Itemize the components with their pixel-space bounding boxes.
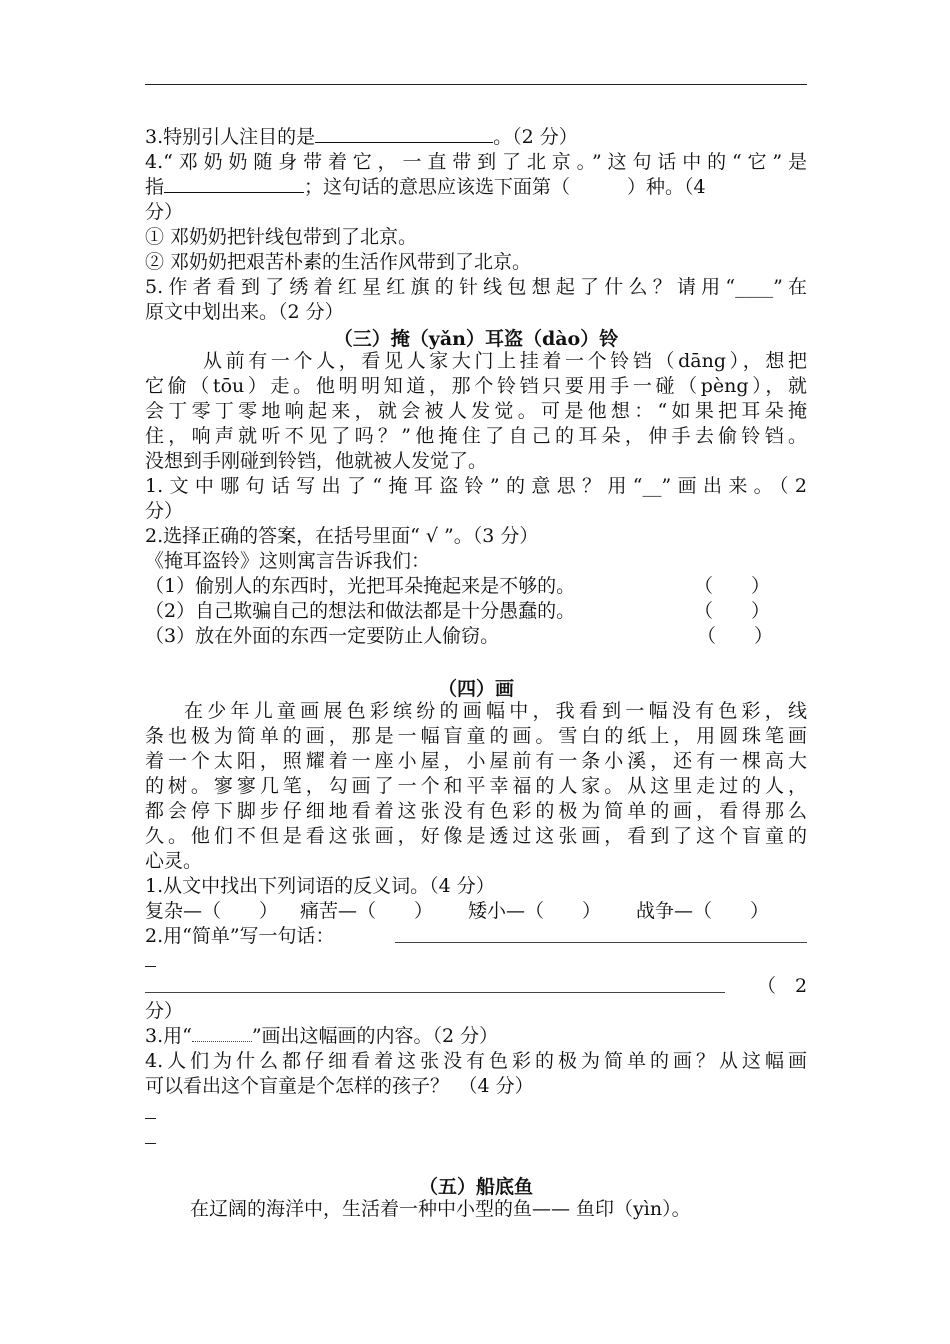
passage-4-line: 着一个太阳，照耀着一座小屋，小屋前有一条小溪，还有一棵高大 xyxy=(145,750,807,772)
passage-4-line: 久。他们不但是看这张画，好像是透过这张画，看到了这个盲童的 xyxy=(145,825,807,847)
question-4-2-score-cont: 分） xyxy=(145,1000,184,1022)
passage-3-line: 住，响声就听不见了吗？”他掩住了自己的耳朵，伸手去偷铃铛。 xyxy=(145,425,807,447)
antonym-3[interactable]: 矮小—（ ） xyxy=(468,900,602,922)
question-4-2-score: （ 2 xyxy=(757,975,808,997)
answer-line[interactable] xyxy=(395,942,807,943)
passage-4-line: 在少年儿童画展色彩缤纷的画幅中，我看到一幅没有色彩，线 xyxy=(184,700,807,722)
question-3 xyxy=(145,125,807,150)
question-text: ”画出这幅画的内容。（2 分） xyxy=(251,1025,499,1047)
question-3-1-line1: 1.文中哪句话写出了“掩耳盗铃”的意思？用“__”画出来。（2 xyxy=(145,475,807,497)
answer-line-stub[interactable] xyxy=(145,1118,156,1119)
passage-5-line: 在辽阔的海洋中，生活着一种中小型的鱼—— 鱼印（yìn）。 xyxy=(190,1198,691,1220)
question-4-line1: 4.“邓奶奶随身带着它，一直带到了北京。”这句话中的“它”是 xyxy=(145,151,807,173)
antonym-1[interactable]: 复杂—（ ） xyxy=(145,900,279,922)
question-4-4-line1: 4.人们为什么都仔细看着这张没有色彩的极为简单的画？从这幅画 xyxy=(145,1050,807,1072)
choice-3-paren[interactable]: （ ） xyxy=(697,625,774,647)
question-text: 指 xyxy=(145,176,165,198)
choice-1-paren[interactable]: （ ） xyxy=(694,575,771,597)
answer-line-stub[interactable] xyxy=(145,1143,156,1144)
header-rule xyxy=(145,84,807,85)
passage-3-line: 从前有一个人，看见人家大门上挂着一个铃铛（dāng），想把 xyxy=(203,350,807,372)
passage-3-line: 会丁零丁零地响起来，就会被人发觉。可是他想：“如果把耳朵掩 xyxy=(145,400,807,422)
question-4-line3: 分） xyxy=(145,201,184,223)
section-4-title: （四）画 xyxy=(437,678,514,700)
question-3-2-lead: 《掩耳盗铃》这则寓言告诉我们： xyxy=(145,550,431,572)
question-text: 3.用“ xyxy=(145,1025,192,1047)
choice-2: （2）自己欺骗自己的想法和做法都是十分愚蠢的。 xyxy=(145,600,576,622)
section-3-title: （三）掩（yǎn）耳盗（dào）铃 xyxy=(333,328,619,350)
option-2: ② 邓奶奶把艰苦朴素的生活作风带到了北京。 xyxy=(145,251,532,273)
question-4-1: 1.从文中找出下列词语的反义词。（4 分） xyxy=(145,875,495,897)
wavy-line-sample xyxy=(192,1029,252,1042)
question-4-3 xyxy=(145,1024,807,1049)
question-3-1-line2: 分） xyxy=(145,500,184,522)
option-1: ① 邓奶奶把针线包带到了北京。 xyxy=(145,226,418,248)
passage-4-line: 都会停下脚步仔细地看着这张没有色彩的极为简单的画，看得那么 xyxy=(145,800,807,822)
question-4-2: 2.用“简单”写一句话： xyxy=(145,925,335,947)
choice-3: （3）放在外面的东西一定要防止人偷窃。 xyxy=(145,625,500,647)
answer-line-stub xyxy=(145,966,156,967)
passage-3-line: 没想到手刚碰到铃铛，他就被人发觉了。 xyxy=(145,450,488,472)
passage-4-line: 的树。寥寥几笔，勾画了一个和平幸福的人家。从这里走过的人， xyxy=(145,775,807,797)
question-text: 3.特别引人注目的是 xyxy=(145,126,316,148)
answer-blank[interactable] xyxy=(164,176,304,193)
section-5-title: （五）船底鱼 xyxy=(418,1176,533,1198)
answer-line[interactable] xyxy=(145,992,725,993)
antonym-2[interactable]: 痛苦—（ ） xyxy=(300,900,434,922)
passage-4-line: 心灵。 xyxy=(145,850,203,872)
choice-1: （1）偷别人的东西时，光把耳朵掩起来是不够的。 xyxy=(145,575,576,597)
passage-4-line: 条也极为简单的画，那是一幅盲童的画。雪白的纸上，用圆珠笔画 xyxy=(145,725,807,747)
antonym-4[interactable]: 战争—（ ） xyxy=(636,900,770,922)
question-text: ；这句话的意思应该选下面第（ ）种。（4 xyxy=(304,176,706,198)
question-5-line2: 原文中划出来。（2 分） xyxy=(145,301,344,323)
answer-blank[interactable] xyxy=(315,126,493,143)
passage-3-line: 它偷（tōu）走。他明明知道，那个铃铛只要用手一碰（pèng），就 xyxy=(145,375,807,397)
question-score: 。（2 分） xyxy=(493,126,578,148)
choice-2-paren[interactable]: （ ） xyxy=(694,600,771,622)
question-3-2: 2.选择正确的答案，在括号里面“ √ ”。（3 分） xyxy=(145,525,539,547)
question-5-line1: 5.作者看到了绣着红星红旗的针线包想起了什么？请用“____”在 xyxy=(145,276,807,298)
question-4-4-line2: 可以看出这个盲童是个怎样的孩子？ （4 分） xyxy=(145,1075,534,1097)
question-4-line2 xyxy=(145,175,807,200)
